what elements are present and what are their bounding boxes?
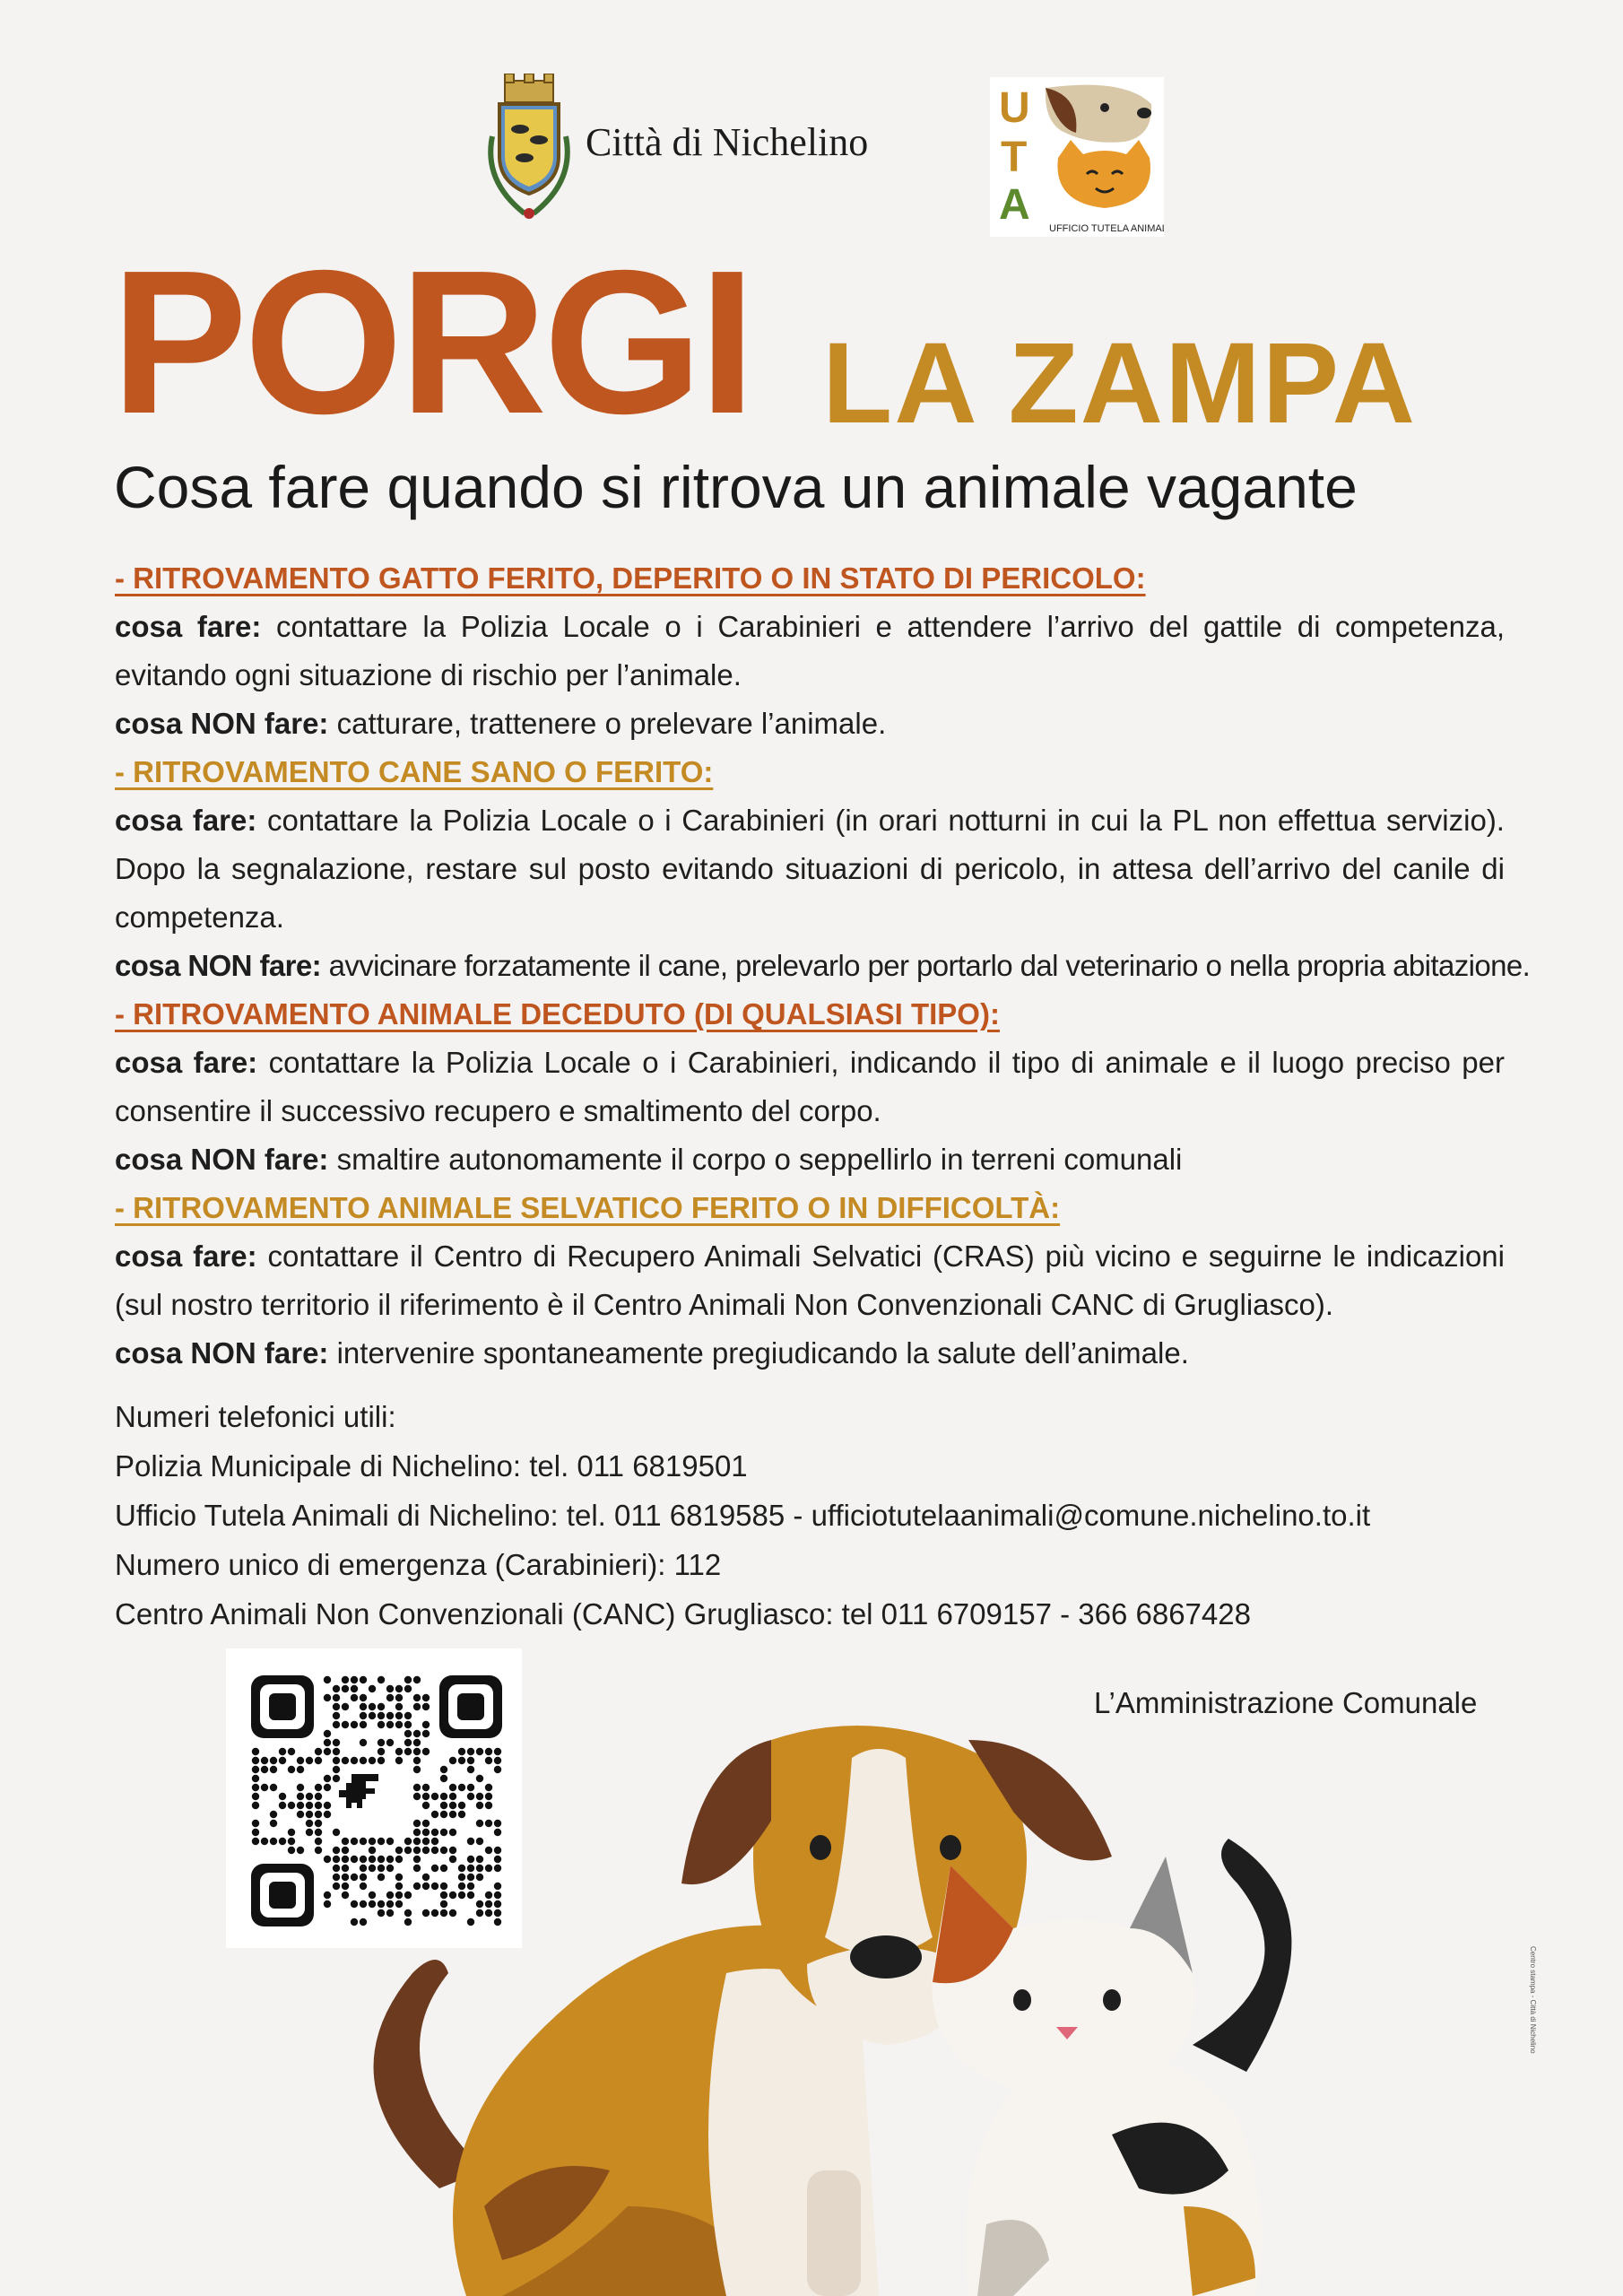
qr-module [351, 1694, 358, 1701]
section-dog-dont [115, 942, 1531, 990]
contact-emergency: Numero unico di emergenza (Carabinieri): 112 [115, 1548, 722, 1581]
signature: L’Amministrazione Comunale [1094, 1686, 1478, 1719]
qr-module [270, 1838, 277, 1845]
qr-module [279, 1838, 286, 1845]
qr-module [252, 1802, 259, 1809]
section-heading-deceased: - RITROVAMENTO ANIMALE DECEDUTO (DI QUALSIASI TIPO): [115, 997, 1000, 1031]
qr-module [422, 1694, 430, 1701]
qr-module [324, 1694, 331, 1701]
qr-module [270, 1820, 277, 1827]
uta-letter-u: U [999, 84, 1030, 132]
section-heading-wild: - RITROVAMENTO ANIMALE SELVATICO FERITO O IN DIFFICOLTÀ: [115, 1191, 1061, 1224]
qr-module [261, 1784, 268, 1791]
dont-text: intervenire spontaneamente pregiudicando la salute dell’animale. [328, 1336, 1189, 1370]
dont-label: cosa NON fare: [115, 707, 329, 740]
qr-module [252, 1775, 259, 1782]
subtitle: Cosa fare quando si ritrova un animale vagante [114, 454, 1358, 520]
qr-module [270, 1757, 277, 1764]
qr-module [395, 1685, 403, 1692]
qr-module [378, 1676, 385, 1683]
uta-logo [990, 77, 1164, 237]
qr-module [252, 1793, 259, 1800]
qr-module [270, 1766, 277, 1773]
qr-module [333, 1685, 340, 1692]
qr-module [386, 1694, 394, 1701]
qr-module [288, 1802, 295, 1809]
section-wild-do [115, 1232, 1505, 1329]
section-heading-cat: - RITROVAMENTO GATTO FERITO, DEPERITO O IN STATO DI PERICOLO: [115, 561, 1146, 595]
qr-module [288, 1829, 295, 1836]
qr-module [297, 1811, 304, 1818]
cat-tail [1193, 1839, 1291, 2072]
qr-module [297, 1766, 304, 1773]
qr-module [342, 1685, 349, 1692]
qr-module [297, 1802, 304, 1809]
print-note: Centro stampa - Città di Nichelino [1529, 1946, 1537, 2054]
qr-module [297, 1757, 304, 1764]
section-heading-dog: - RITROVAMENTO CANE SANO O FERITO: [115, 755, 714, 788]
section-deceased-do [115, 1039, 1505, 1135]
dont-label: cosa NON fare: [115, 1336, 329, 1370]
qr-module [413, 1694, 421, 1701]
title-la-zampa: LA ZAMPA [822, 319, 1417, 448]
dont-label: cosa NON fare: [115, 1143, 329, 1176]
qr-module [252, 1784, 259, 1791]
qr-module [360, 1676, 367, 1683]
title-porgi: PORGI [111, 229, 752, 457]
dont-text: avvicinare forzatamente il cane, prelevarlo per portarlo dal veterinario o nella propria abitazione. [321, 949, 1531, 982]
section-cat-do [115, 603, 1505, 700]
qr-module [395, 1694, 403, 1701]
dog-and-cat-illustration [305, 1704, 1363, 2296]
qr-module [404, 1676, 412, 1683]
do-label: cosa fare: [115, 1239, 257, 1273]
uta-letter-t: T [1001, 134, 1028, 181]
contact-canc: Centro Animali Non Convenzionali (CANC) Grugliasco: tel 011 6709157 - 366 6867428 [115, 1597, 1251, 1631]
contacts-heading: Numeri telefonici utili: [115, 1400, 396, 1433]
dont-text: smaltire autonomamente il corpo o seppellirlo in terreni comunali [328, 1143, 1183, 1176]
qr-module [270, 1784, 277, 1791]
do-label: cosa fare: [115, 804, 257, 837]
qr-module [288, 1847, 295, 1854]
uta-letter-a: A [999, 181, 1030, 229]
qr-module [288, 1748, 295, 1755]
section-cat-dont [115, 700, 1505, 748]
qr-module [369, 1685, 376, 1692]
qr-module [342, 1676, 349, 1683]
section-deceased-dont [115, 1135, 1505, 1184]
section-wild-dont [115, 1329, 1505, 1378]
qr-module [333, 1694, 340, 1701]
do-text: contattare il Centro di Recupero Animali Selvatici (CRAS) più vicino e seguirne le indicazioni (sul nostro territorio il riferimento è il Centro Animali Non Convenzionali CANC di Grugliasco). [115, 1239, 1505, 1321]
qr-module [288, 1838, 295, 1845]
do-text: contattare la Polizia Locale o i Carabinieri e attendere l’arrivo del gattile di competenza, evitando ogni situazione di rischio per l’animale. [115, 610, 1505, 691]
qr-module [351, 1676, 358, 1683]
qr-module [261, 1838, 268, 1845]
qr-module [404, 1685, 412, 1692]
qr-module [279, 1802, 286, 1809]
qr-module [360, 1694, 367, 1701]
city-name: Città di Nichelino [586, 120, 869, 164]
qr-module [279, 1748, 286, 1755]
qr-module [413, 1676, 421, 1683]
qr-module [279, 1793, 286, 1800]
qr-module [252, 1829, 259, 1836]
qr-module [324, 1676, 331, 1683]
qr-module [252, 1838, 259, 1845]
qr-module [252, 1766, 259, 1773]
contact-police: Polizia Municipale di Nichelino: tel. 011 6819501 [115, 1449, 748, 1483]
dog-nose [850, 1935, 922, 1979]
section-dog-do [115, 796, 1505, 942]
qr-module [297, 1784, 304, 1791]
dont-text: catturare, trattenere o prelevare l’animale. [328, 707, 887, 740]
qr-module [252, 1748, 259, 1755]
contacts-block [115, 1392, 1371, 1639]
city-coat-of-arms-icon [480, 74, 578, 235]
do-label: cosa fare: [115, 610, 262, 643]
qr-module [252, 1820, 259, 1827]
qr-module [279, 1757, 286, 1764]
qr-module [288, 1766, 295, 1773]
instructions-body [115, 554, 1531, 1378]
do-text: contattare la Polizia Locale o i Carabinieri, indicando il tipo di animale e il luogo preciso per consentire il successivo recupero e smaltimento del corpo. [115, 1046, 1505, 1127]
qr-module [252, 1757, 259, 1764]
uta-logo-icon [990, 77, 1164, 237]
qr-module [261, 1766, 268, 1773]
contact-uta: Ufficio Tutela Animali di Nichelino: tel. 011 6819585 - ufficiotutelaanimali@comune.nichelino.to.it [115, 1499, 1371, 1532]
qr-module [270, 1811, 277, 1818]
dont-label: cosa NON fare: [115, 949, 322, 982]
qr-module [297, 1847, 304, 1854]
do-text: contattare la Polizia Locale o i Carabinieri (in orari notturni in cui la PL non effettua servizio). Dopo la segnalazione, restare sul posto evitando situazioni di pericolo, in attesa dell’arrivo del canile di competenza. [115, 804, 1505, 934]
do-label: cosa fare: [115, 1046, 258, 1079]
qr-module [386, 1685, 394, 1692]
qr-module [261, 1757, 268, 1764]
qr-module [297, 1793, 304, 1800]
qr-module [351, 1685, 358, 1692]
uta-caption: UFFICIO TUTELA ANIMALI [1049, 223, 1164, 234]
